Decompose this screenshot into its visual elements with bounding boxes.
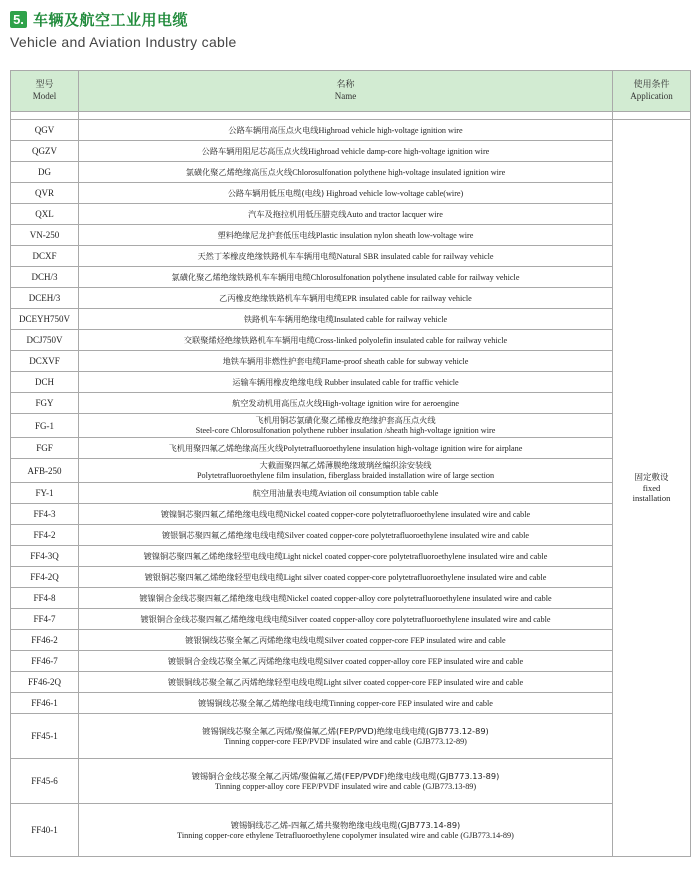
row-name-en: Natural SBR insulated cable for railway vehicle <box>336 251 494 261</box>
row-name <box>79 141 613 162</box>
row-model: FF4-8 <box>11 588 79 609</box>
row-name-cn: 镀镍铜合金线芯聚四氟乙烯绝缘电线电缆 <box>139 592 287 603</box>
row-model: DCH/3 <box>11 267 79 288</box>
table-row <box>11 330 691 351</box>
row-name-en: Plastic insulation nylon sheath low-voltage wire <box>315 230 474 240</box>
row-name-cn: 铁路机车车辆用绝缘电缆 <box>243 313 334 324</box>
row-name-cn: 公路车辆用低压电缆(电线) <box>227 187 325 198</box>
row-name-cn: 镀镍铜芯聚四氟乙烯绝缘电线电缆 <box>160 508 284 519</box>
table-row <box>11 672 691 693</box>
row-name-cn: 天然丁苯橡皮绝缘铁路机车车辆用电缆 <box>197 250 337 261</box>
row-name-cn: 镀锡铜线芯聚全氟乙烯绝缘电线电缆 <box>198 697 330 708</box>
table-row <box>11 504 691 525</box>
row-name-en: EPR insulated cable for railway vehicle <box>342 293 472 303</box>
row-name-en: Chlorosulfonation polythene insulated cable for railway vehicle <box>310 272 520 282</box>
row-name-en: Tinning copper-core FEP insulated wire and cable <box>329 698 493 708</box>
row-model: FGF <box>11 438 79 459</box>
row-name-cn: 氯磺化聚乙烯绝缘铁路机车车辆用电缆 <box>171 271 311 282</box>
row-name-en: Flame-proof sheath cable for subway vehicle <box>320 356 469 366</box>
section-header <box>10 8 690 50</box>
row-model: FF4-3 <box>11 504 79 525</box>
table-row <box>11 120 691 141</box>
table-row <box>11 393 691 414</box>
row-model: DCJ750V <box>11 330 79 351</box>
header-model <box>11 71 79 112</box>
row-name-en: Highroad vehicle low-voltage cable(wire) <box>324 188 464 198</box>
row-model: DCEH/3 <box>11 288 79 309</box>
header-name-cn: 名称 <box>336 80 355 90</box>
row-name-cn: 氯磺化聚乙烯绝缘高压点火线 <box>185 166 293 177</box>
row-name-cn: 乙丙橡皮绝缘铁路机车车辆用电缆 <box>219 292 342 303</box>
table-row <box>11 567 691 588</box>
table-row <box>11 588 691 609</box>
row-name <box>79 588 613 609</box>
row-name-cn: 运输车辆用橡皮绝缘电线 <box>232 376 323 387</box>
row-name <box>79 393 613 414</box>
table-row <box>11 183 691 204</box>
row-name-cn: 镀银铜合金线芯聚全氟乙丙烯绝缘电线电缆 <box>167 655 324 666</box>
row-name <box>79 414 613 438</box>
table-row <box>11 804 691 857</box>
row-name <box>79 204 613 225</box>
row-name <box>79 504 613 525</box>
section-title-en: Vehicle and Aviation Industry cable <box>10 34 237 50</box>
row-name <box>79 330 613 351</box>
application-en-line2: installation <box>632 493 671 503</box>
row-name <box>79 693 613 714</box>
row-name-en: Rubber insulated cable for traffic vehicle <box>322 377 459 387</box>
row-name-cn: 镀锡铜线芯乙烯-四氟乙烯共聚物绝缘电线电缆(GJB773.14-89) <box>230 819 461 830</box>
row-name-en: Nickel coated copper-alloy core polytetrafluoroethylene insulated wire and cable <box>286 593 552 603</box>
row-name-en: Steel-core Chlorosulfonation polythene rubber insulation /sheath high-voltage ignition wire <box>195 426 496 435</box>
row-name-en: Chlorosulfonation polythene high-voltage insulated ignition wire <box>292 167 506 177</box>
row-name <box>79 759 613 804</box>
row-name <box>79 438 613 459</box>
row-name-cn: 地铁车辆用非燃性护套电缆 <box>222 355 321 366</box>
table-row <box>11 309 691 330</box>
row-model: FGY <box>11 393 79 414</box>
table-row <box>11 204 691 225</box>
row-name-en: Light silver coated copper-core polytetrafluoroethylene insulated wire and cable <box>283 572 547 582</box>
table-row <box>11 267 691 288</box>
row-name <box>79 630 613 651</box>
row-name-en: Auto and tractor lacquer wire <box>346 209 443 219</box>
row-name <box>79 651 613 672</box>
row-name-cn: 航空发动机用高压点火线 <box>232 397 323 408</box>
row-model: QGZV <box>11 141 79 162</box>
application-cell <box>613 120 691 857</box>
row-name-en: Highroad vehicle damp-core high-voltage ignition wire <box>308 146 490 156</box>
row-name-en: Aviation oil consumption table cable <box>318 488 439 498</box>
row-name <box>79 309 613 330</box>
row-name-en: Silver coated copper-core polytetrafluoroethylene insulated wire and cable <box>284 530 530 540</box>
section-title-cn: 车辆及航空工业用电缆 <box>33 10 189 29</box>
row-name-cn: 塑料绝缘尼龙护套低压电线 <box>217 229 316 240</box>
row-name-cn: 镀银铜线芯聚全氟乙丙烯绝缘轻型电线电缆 <box>167 676 324 687</box>
row-name-cn: 公路车辆用高压点火电线 <box>228 124 319 135</box>
row-name <box>79 183 613 204</box>
row-name-en: Tinning copper-core FEP/PVDF insulated wire and cable (GJB773.12-89) <box>224 736 467 746</box>
header-name <box>79 71 613 112</box>
row-name-cn: 飞机用聚四氟乙烯绝缘高压火线 <box>168 442 284 453</box>
row-name-cn: 镀镍铜芯聚四氟乙烯绝缘轻型电线电缆 <box>143 550 283 561</box>
table-row <box>11 162 691 183</box>
table-row <box>11 546 691 567</box>
table-row <box>11 351 691 372</box>
table-row <box>11 246 691 267</box>
row-model: DCEYH750V <box>11 309 79 330</box>
table-row <box>11 693 691 714</box>
header-application <box>613 71 691 112</box>
table-row <box>11 759 691 804</box>
row-name-cn: 镀银铜合金线芯聚四氟乙烯绝缘电线电缆 <box>140 613 288 624</box>
row-model: FF46-7 <box>11 651 79 672</box>
header-application-cn: 使用条件 <box>633 80 670 90</box>
row-model: DCXVF <box>11 351 79 372</box>
row-name <box>79 225 613 246</box>
section-number-badge: 5. <box>10 11 27 28</box>
row-name <box>79 672 613 693</box>
row-model: FF40-1 <box>11 804 79 857</box>
header-model-cn: 型号 <box>35 80 54 90</box>
row-model: FF4-2Q <box>11 567 79 588</box>
row-name-cn: 汽车及拖拉机用低压腊克线 <box>248 208 347 219</box>
row-model: FF46-1 <box>11 693 79 714</box>
row-name-en: Nickel coated copper-core polytetrafluoroethylene insulated wire and cable <box>283 509 531 519</box>
table-row <box>11 714 691 759</box>
section-title-row <box>10 8 690 30</box>
row-model: FF46-2 <box>11 630 79 651</box>
row-name <box>79 246 613 267</box>
row-name-en: Polytetrafluoroethylene film insulation, fiberglass braided installation wire of large section <box>196 471 495 480</box>
row-model: AFB-250 <box>11 459 79 483</box>
row-name-en: Silver coated copper-alloy core FEP insulated wire and cable <box>323 656 524 666</box>
row-name-en: Highroad vehicle high-voltage ignition wire <box>318 125 463 135</box>
table-row <box>11 372 691 393</box>
row-name-cn: 镀银铜芯聚四氟乙烯绝缘轻型电线电缆 <box>144 571 284 582</box>
row-name-cn: 飞机用铜芯氯磺化聚乙烯橡皮绝缘护套高压点火线 <box>255 415 436 425</box>
row-name-cn: 大截面聚四氟乙烯薄膜绝缘玻璃丝编织涂安装线 <box>259 460 432 470</box>
table-row <box>11 459 691 483</box>
row-model: FG-1 <box>11 414 79 438</box>
row-name <box>79 546 613 567</box>
table-row <box>11 288 691 309</box>
row-name-en: Tinning copper-core ethylene Tetrafluoroethylene copolymer insulated wire and cable (GJB773.14-89) <box>177 830 514 840</box>
row-model: VN-250 <box>11 225 79 246</box>
row-model: FF46-2Q <box>11 672 79 693</box>
row-model: FY-1 <box>11 483 79 504</box>
row-name-en: Light nickel coated copper-core polytetrafluoroethylene insulated wire and cable <box>282 551 548 561</box>
row-name <box>79 351 613 372</box>
row-name <box>79 714 613 759</box>
row-name-cn: 公路车辆用阻尼芯高压点火线 <box>201 145 309 156</box>
row-model: FF45-1 <box>11 714 79 759</box>
row-name <box>79 372 613 393</box>
row-name-en: Silver coated copper-core FEP insulated wire and cable <box>324 635 506 645</box>
row-name-en: Cross-linked polyolefin insulated cable for railway vehicle <box>314 335 508 345</box>
table-row <box>11 414 691 438</box>
row-name <box>79 483 613 504</box>
row-name-cn: 镀锡铜线芯聚全氟乙丙烯/聚偏氟乙烯(FEP/PVD)绝缘电线电缆(GJB773.12-89) <box>202 725 489 736</box>
row-model: FF4-3Q <box>11 546 79 567</box>
row-name-cn: 镀锡铜合金线芯聚全氟乙丙烯/聚偏氟乙烯(FEP/PVDF)绝缘电线电缆(GJB773.13-89) <box>191 770 500 781</box>
application-cn: 固定敷设 <box>634 473 669 483</box>
row-name-cn: 镀银铜芯聚四氟乙烯绝缘电线电缆 <box>161 529 285 540</box>
row-name-cn: 镀银铜线芯聚全氟乙丙烯绝缘电线电缆 <box>185 634 325 645</box>
header-application-en: Application <box>630 91 673 101</box>
cable-spec-table <box>10 70 691 857</box>
row-model: QVR <box>11 183 79 204</box>
row-name-en: Polytetrafluoroethylene insulation high-voltage ignition wire for airplane <box>283 443 523 453</box>
table-row <box>11 225 691 246</box>
row-name-en: Silver coated copper-alloy core polytetrafluoroethylene insulated wire and cable <box>287 614 551 624</box>
header-name-en: Name <box>334 91 357 101</box>
row-name-en: Tinning copper-alloy core FEP/PVDF insulated wire and cable (GJB773.13-89) <box>214 781 477 791</box>
row-name-en: Light silver coated copper-core FEP insulated wire and cable <box>323 677 524 687</box>
row-name-en: High-voltage ignition wire for aeroengine <box>322 398 459 408</box>
row-model: DCH <box>11 372 79 393</box>
table-row <box>11 525 691 546</box>
header-model-en: Model <box>32 91 57 101</box>
header-spacer-row <box>11 112 691 120</box>
row-model: DCXF <box>11 246 79 267</box>
application-en-line1: fixed <box>642 483 661 493</box>
row-name <box>79 267 613 288</box>
table-header-row <box>11 71 691 112</box>
table-row <box>11 630 691 651</box>
row-name-en: Insulated cable for railway vehicle <box>333 314 448 324</box>
table-row <box>11 483 691 504</box>
table-body <box>11 120 691 857</box>
row-model: FF45-6 <box>11 759 79 804</box>
row-name-cn: 航空用油量表电缆 <box>252 487 319 498</box>
row-name <box>79 567 613 588</box>
row-name <box>79 804 613 857</box>
row-name <box>79 288 613 309</box>
row-name <box>79 162 613 183</box>
row-model: QGV <box>11 120 79 141</box>
row-model: DG <box>11 162 79 183</box>
table-row <box>11 141 691 162</box>
row-model: FF4-2 <box>11 525 79 546</box>
table-row <box>11 609 691 630</box>
row-model: FF4-7 <box>11 609 79 630</box>
table-row <box>11 438 691 459</box>
row-name <box>79 609 613 630</box>
row-name <box>79 459 613 483</box>
row-name <box>79 120 613 141</box>
row-name-cn: 交联聚烯烃绝缘铁路机车车辆用电缆 <box>183 334 315 345</box>
row-model: QXL <box>11 204 79 225</box>
table-row <box>11 651 691 672</box>
row-name <box>79 525 613 546</box>
